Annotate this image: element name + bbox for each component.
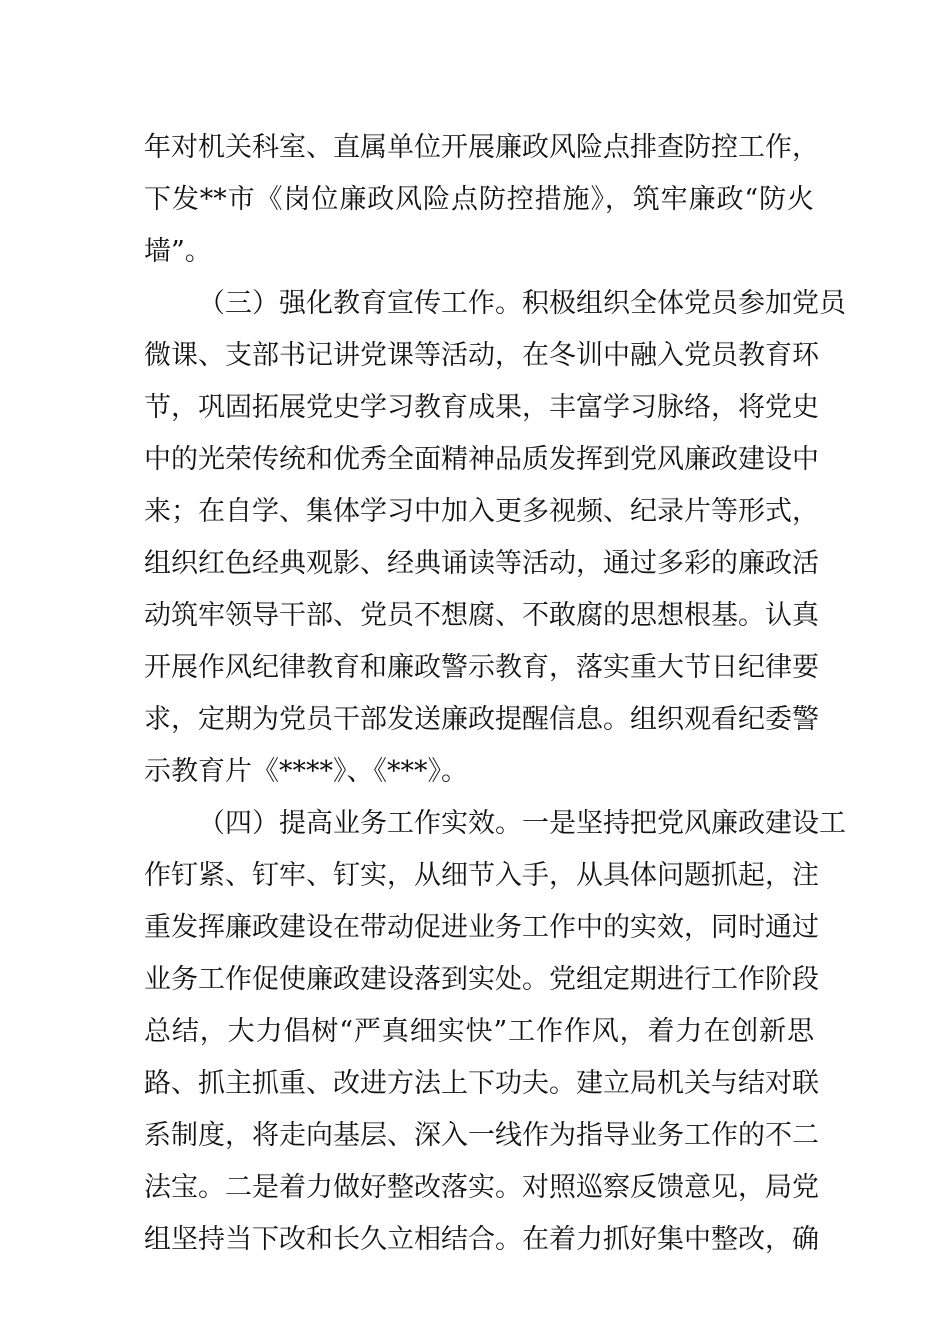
text-line: 来；在自学、集体学习中加入更多视频、纪录片等形式， (144, 496, 819, 527)
text-line: 重发挥廉政建设在带动促进业务工作中的实效，同时通过 (144, 912, 819, 943)
text-line: 组坚持当下改和长久立相结合。在着力抓好集中整改，确 (144, 1224, 819, 1255)
text-line: 年对机关科室、直属单位开展廉政风险点排查防控工作， (144, 132, 819, 163)
text-line: 组织红色经典观影、经典诵读等活动，通过多彩的廉政活 (144, 548, 819, 579)
text-line: 动筑牢领导干部、党员不想腐、不敢腐的思想根基。认真 (144, 600, 819, 631)
text-line: 总结，大力倡树“严真细实快”工作作风，着力在创新思 (144, 1016, 814, 1047)
text-line: 系制度，将走向基层、深入一线作为指导业务工作的不二 (144, 1120, 819, 1151)
text-line: 路、抓主抓重、改进方法上下功夫。建立局机关与结对联 (144, 1068, 819, 1099)
text-line: 求，定期为党员干部发送廉政提醒信息。组织观看纪委警 (144, 704, 819, 735)
text-line: 示教育片《****》、《***》。 (144, 756, 468, 787)
section-heading-line: （四）提高业务工作实效。一是坚持把党风廉政建设工 (198, 808, 846, 839)
text-line: 墙”。 (144, 236, 212, 267)
text-line: 微课、支部书记讲党课等活动，在冬训中融入党员教育环 (144, 340, 819, 371)
text-line: 作钉紧、钉牢、钉实，从细节入手，从具体问题抓起，注 (144, 860, 819, 891)
text-line: 开展作风纪律教育和廉政警示教育，落实重大节日纪律要 (144, 652, 819, 683)
section-heading-line: （三）强化教育宣传工作。积极组织全体党员参加党员 (198, 288, 846, 319)
text-line: 业务工作促使廉政建设落到实处。党组定期进行工作阶段 (144, 964, 819, 995)
text-line: 中的光荣传统和优秀全面精神品质发挥到党风廉政建设中 (144, 444, 819, 475)
text-line: 法宝。二是着力做好整改落实。对照巡察反馈意见，局党 (144, 1172, 819, 1203)
text-line: 下发**市《岗位廉政风险点防控措施》，筑牢廉政“防火 (144, 184, 814, 215)
text-line: 节，巩固拓展党史学习教育成果，丰富学习脉络，将党史 (144, 392, 819, 423)
